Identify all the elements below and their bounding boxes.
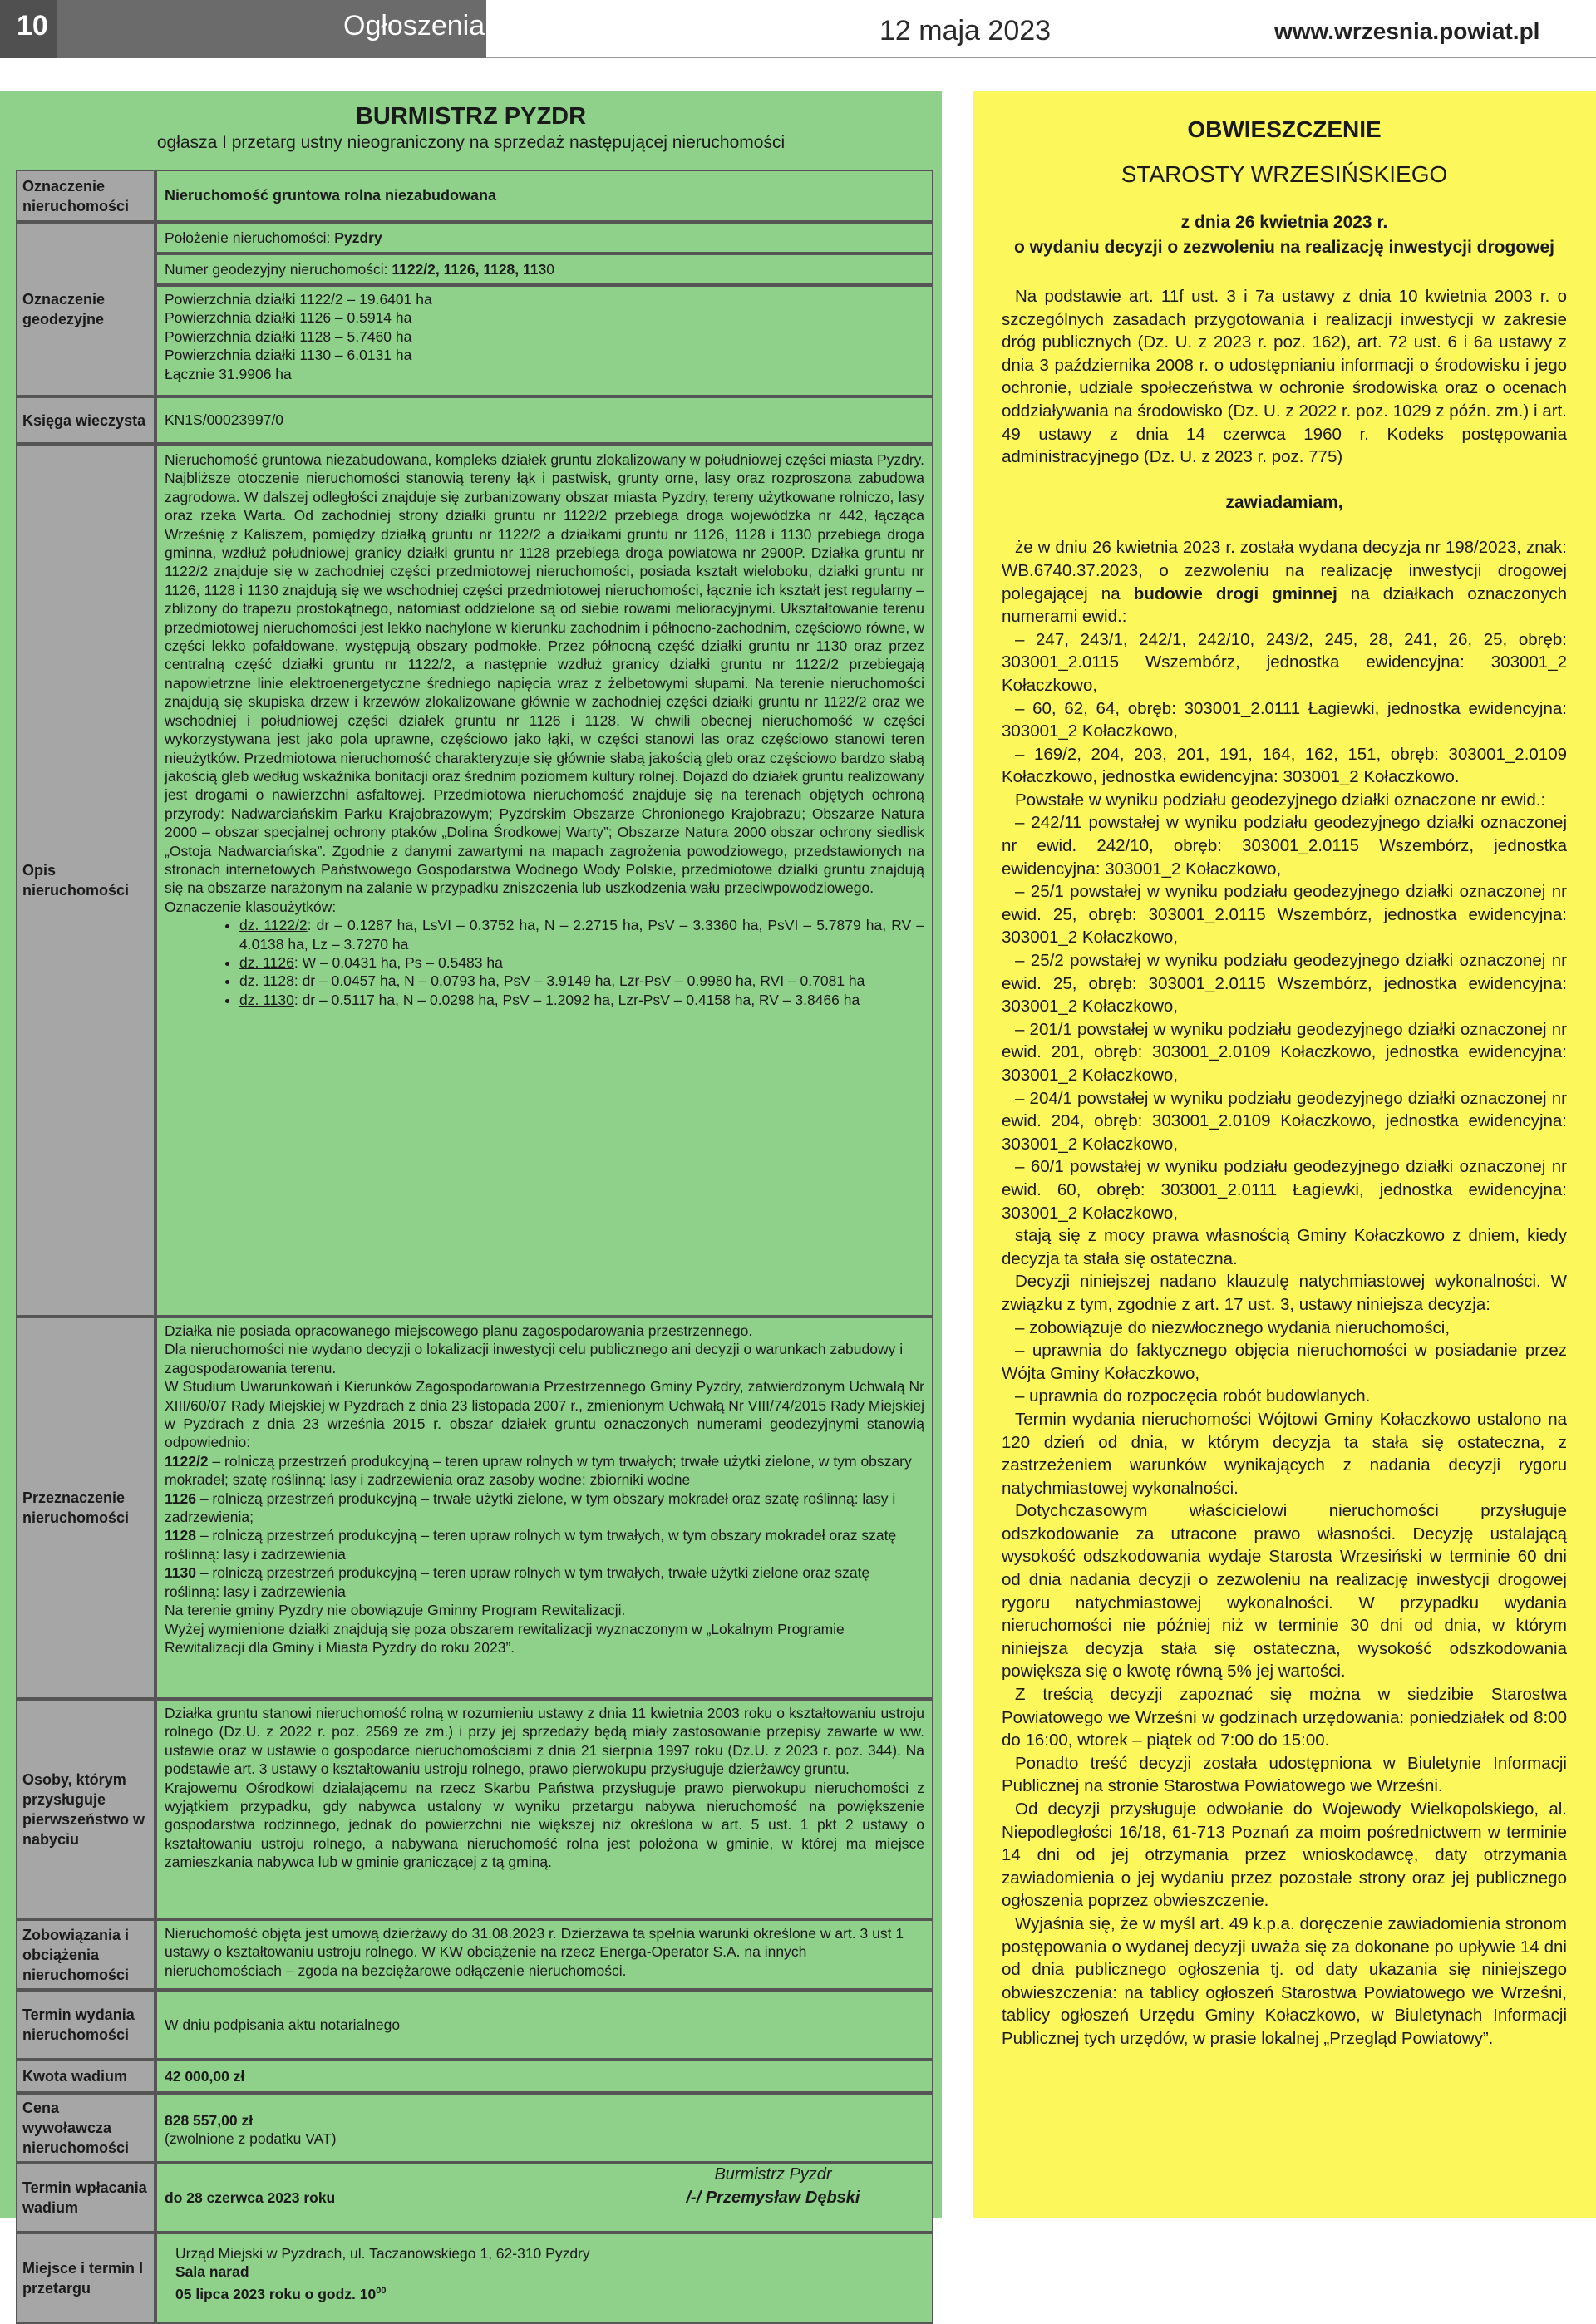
zawiadamiam: zawiadamiam: [1225, 492, 1338, 512]
klasouzytek-num: dz. 1130: [239, 991, 294, 1008]
label-osoby: Osoby, którym przysługuje pierwszeństwo w nabyciu: [16, 1699, 155, 1919]
decyzja-bold: budowie drogi gminnej: [1133, 583, 1337, 603]
powierzchnia-line: Powierzchnia działki 1130 – 6.0131 ha: [165, 347, 412, 364]
numer-prefix: Numer geodezyjny nieruchomości:: [165, 260, 388, 278]
d3-text: – rolniczą przestrzeń produkcyjną – teren upraw rolnych w tym trwałych, w tym obszary mokradeł oraz szatę roślinną: lasy i zadrzewienia: [165, 1527, 897, 1563]
announcement-line: – 60, 62, 64, obręb: 303001_2.0111 Łagiewki, jednostka ewidencyjna: 303001_2 Kołaczkowo,: [1002, 698, 1567, 741]
przeznaczenie-d1: [165, 1452, 924, 1489]
osoby-p2: Krajowemu Ośrodkowi działającemu na rzecz Skarbu Państwa przysługuje prawo pierwokupu nieruchomości z wyjątkiem przypadku, gdy nabywca ustalony w wyniku przetargu nabywa nieruchomość na powiększenie gospodarstwa rodzinnego, jednak do powierzchni nie większej niż określona w art. 5 ust. 1 pkt 2 ustawy o kształtowaniu ustroju rolnego, a nabywana nieruchomość rolna jest położona w gminie, w której ma miejsce zamieszkania nabywca lub w gminie graniczącej z tą gminą.: [165, 1779, 924, 1871]
klasouzytek-num: dz. 1128: [239, 972, 294, 990]
announcement-line: – 204/1 powstałej w wyniku podziału geodezyjnego działki oznaczonej nr ewid. 204, obręb: 303001_2.0109 Kołaczkowo, jednostka ewidencyjna: 303001_2 Kołaczkowo,: [1002, 1088, 1567, 1154]
osoby-p1: Działka gruntu stanowi nieruchomość rolną w rozumieniu ustawy z dnia 11 kwietnia 2003 roku o kształtowaniu ustroju rolnego (Dz.U. z 2022 r. poz. 2569 ze zm.) i przy jej sprzedaży będą miały zastosowanie przepisy zawarte w ww. ustawie oraz w ustawie o gospodarce nieruchomościami z dnia 21 sierpnia 1997 roku (Dz.U. z 2023 r. poz. 344). Na podstawie art. 3 ustawy o kształtowaniu ustroju rolnego, prawo pierwokupu przysługuje dzierżawcy gruntu.: [165, 1705, 924, 1778]
powierzchnia-total: Łącznie 31.9906 ha: [165, 365, 292, 382]
value-polozenie: [155, 222, 933, 254]
value-osoby: [155, 1699, 933, 1919]
decyzja-paragraph: [1002, 536, 1567, 628]
announcement-line: – uprawnia do faktycznego objęcia nieruchomości w posiadanie przez Wójta Gminy Kołaczkowo,: [1002, 1341, 1567, 1383]
powierzchnia-line: Powierzchnia działki 1122/2 – 19.6401 ha: [165, 291, 432, 308]
section-label: Ogłoszenia: [343, 10, 485, 42]
powierzchnia-line: Powierzchnia działki 1126 – 0.5914 ha: [165, 309, 412, 327]
label-miejsce: Miejsce i termin I przetargu: [16, 2233, 155, 2324]
announcement-intro: Na podstawie art. 11f ust. 3 i 7a ustawy z dnia 10 kwietnia 2003 r. o szczególnych zasadach przygotowania i realizacji inwestycji w zakresie dróg publicznych (Dz. U. z 2023 r. poz. 162), art. 72 ust. 6 i 6a ustawy z dnia 3 października 2008 r. o udostępnianiu informacji o środowisku i jego ochronie, udziale społeczeństwa w ochronie środowiska oraz o ocenach oddziaływania na środowisko (Dz. U. z 2022 r. poz. 1029 z późn. zm.) i art. 49 ustawy z dnia 14 czerwca 1960 r. Kodeks postępowania administracyjnego (Dz. U. z 2023 r. poz. 775): [1002, 287, 1567, 467]
d4-text: – rolniczą przestrzeń produkcyjną – teren upraw rolnych w tym trwałych, trwałe użytki zielone oraz szatę roślinną: lasy i zadrzewienia: [165, 1564, 870, 1600]
polozenie-value: Pyzdry: [334, 229, 382, 246]
label-termin-wplacania: Termin wpłacania wadium: [16, 2163, 155, 2233]
value-cena: [155, 2093, 933, 2163]
announcement-line: Dotychczasowym właścicielowi nieruchomości przysługuje odszkodowanie za utracone prawo własności. Decyzję ustalającą wysokość odszkodowania wydaje Starosta Wrzesiński w terminie 60 dni od dnia nadania decyzji o zezwoleniu na realizację inwestycji drogowej rygoru natychmiastowej wykonalności. W przypadku wydania nieruchomości nie później niż w terminie 30 dni od dnia, w którym niniejsza decyzja stała się ostateczna, wysokość odszkodowania powiększa się o kwotę równą 5% jej wartości.: [1002, 1501, 1567, 1681]
label-zobowiazania: Zobowiązania i obciążenia nieruchomości: [16, 1919, 155, 1990]
label-przeznaczenie: Przeznaczenie nieruchomości: [16, 1317, 155, 1699]
announcement-line: – 25/2 powstałej w wyniku podziału geodezyjnego działki oznaczonej nr ewid. 25, obręb: 303001_2.0115 Wszembórz, jednostka ewidencyjna: 303001_2 Kołaczkowo,: [1002, 951, 1567, 1017]
header-divider: [486, 57, 1596, 58]
tender-subtitle: ogłasza I przetarg ustny nieograniczony na sprzedaż następującej nieruchomości: [156, 133, 786, 152]
page-number: 10: [0, 0, 57, 58]
polozenie-prefix: Położenie nieruchomości:: [165, 229, 331, 246]
cena-note: (zwolnione z podatku VAT): [165, 2130, 337, 2148]
issue-date: 12 maja 2023: [879, 15, 1052, 47]
d1-text: – rolniczą przestrzeń produkcyjną – teren upraw rolnych w tym trwałych; trwałe użytki zielone, w tym obszary mokradeł; szatę roślinną: lasy i zadrzewienia oraz zasoby wodne: zbiorniki wodne: [165, 1452, 912, 1489]
klasouzytek-text: : W – 0.0431 ha, Ps – 0.5483 ha: [293, 953, 503, 971]
value-numer: [155, 254, 933, 285]
value-wadium: 42 000,00 zł: [155, 2060, 933, 2093]
label-oznaczenie: Oznaczenie nieruchomości: [16, 170, 155, 222]
przeznaczenie-d4: [165, 1563, 924, 1601]
value-zobowiazania: Nieruchomość objęta jest umową dzierżawy do 31.08.2023 r. Dzierżawa ta spełnia warunki określone w art. 3 ust 1 ustawy o kształtowaniu ustroju rolnego. W KW obciążenie na rzecz Energa-Operator S.A. na innych nieruchomościach – zgoda na bezciężarowe odłączenie nieruchomości.: [155, 1919, 933, 1990]
announcement-line: – 242/11 powstałej w wyniku podziału geodezyjnego działki oznaczonej nr ewid. 242/10, obręb: 303001_2.0115 Wszembórz, jednostka ewidencyjna: 303001_2 Kołaczkowo,: [1002, 813, 1567, 879]
site-url[interactable]: www.wrzesnia.powiat.pl: [1274, 18, 1540, 44]
announcement-line: Z treścią decyzji zapoznać się można w siedzibie Starostwa Powiatowego we Wrześni w godzinach urzędowania: poniedziałek od 8:00 do 16:00, wtorek – piątek od 7:00 do 15:00.: [1002, 1685, 1567, 1750]
przeznaczenie-p1: Działka nie posiada opracowanego miejscowego planu zagospodarowania przestrzennego.: [165, 1322, 753, 1339]
miejsce-line1: Urząd Miejski w Pyzdrach, ul. Taczanowskiego 1, 62-310 Pyzdry: [175, 2245, 590, 2262]
klasouzytek-item: [239, 972, 924, 990]
announcement-line: – 169/2, 204, 203, 201, 191, 164, 162, 151, obręb: 303001_2.0109 Kołaczkowo, jednostka ewidencyjna: 303001_2 Kołaczkowo.: [1002, 744, 1567, 787]
klasouzytek-item: [239, 916, 924, 953]
decyzja-part-b: na działkach oznaczonych numerami ewid.:: [1002, 583, 1567, 627]
value-powierzchnie: [155, 285, 933, 396]
klasouzytek-num: dz. 1122/2: [239, 917, 308, 934]
announcement-line: Decyzji niniejszej nadano klauzulę natychmiastowej wykonalności. W związku z tym, zgodnie z art. 17 ust. 3, ustawy niniejsza decyzja:: [1002, 1272, 1567, 1314]
announcement-topic: o wydaniu decyzji o zezwoleniu na realizację inwestycji drogowej: [1013, 238, 1554, 257]
label-ksiega: Księga wieczysta: [16, 396, 155, 444]
przeznaczenie-p4: Na terenie gminy Pyzdry nie obowiązuje Gminny Program Rewitalizacji.: [165, 1602, 626, 1619]
value-ksiega: KN1S/00023997/0: [155, 396, 933, 444]
przeznaczenie-p5: Wyżej wymienione działki znajdują się poza obszarem rewitalizacji wyznaczonym w „Lokalnym Programie Rewitalizacji dla Gminy i Miasta Pyzdry do roku 2023”.: [165, 1620, 845, 1656]
d3-num: 1128: [165, 1527, 196, 1544]
announcement-line: – 247, 243/1, 242/1, 242/10, 243/2, 245, 28, 241, 26, 25, obręb: 303001_2.0115 Wszembórz, jednostka ewidencyjna: 303001_2 Kołaczkowo,: [1002, 629, 1567, 695]
klasouzytek-text: : dr – 0.5117 ha, N – 0.0298 ha, PsV – 1.2092 ha, Lzr-PsV – 0.4158 ha, RV – 3.8466 ha: [293, 991, 860, 1008]
miejsce-date: 05 lipca 2023 roku o godz. 10: [175, 2285, 377, 2302]
label-cena: Cena wywoławcza nieruchomości: [16, 2093, 155, 2163]
klasouzytki-list: [165, 916, 924, 1009]
label-termin-wydania: Termin wydania nieruchomości: [16, 1990, 155, 2060]
przeznaczenie-p2: Dla nieruchomości nie wydano decyzji o lokalizacji inwestycji celu publicznego ani decyzji o warunkach zabudowy i zagospodarowania terenu.: [165, 1341, 904, 1376]
label-wadium: Kwota wadium: [16, 2060, 155, 2093]
d4-num: 1130: [165, 1564, 196, 1582]
value-termin-wplacania: do 28 czerwca 2023 roku: [155, 2163, 933, 2233]
opis-text: Nieruchomość gruntowa niezabudowana, kompleks działek gruntu zlokalizowany w południowej części miasta Pyzdry. Najbliższe otoczenie nieruchomości stanowią tereny łąk i pastwisk, grunty orne, lasy oraz rozproszona zabudowa zagrodowa. W dalszej odległości znajduje się zurbanizowany obszar miasta Pyzdry, tereny użytkowane rolniczo, lasy oraz rzeka Warta. Od zachodniej strony działki gruntu nr 1122/2 przebiega droga wojewódzka nr 442, łącząca Wrześnię z Kaliszem, pomiędzy działką gruntu nr 1122/2 a działkami gruntu nr 1126, 1128 i 1130 przebiega droga gminna, wzdłuż południowej granicy działki gruntu nr 1128 przebiega droga powiatowa nr 2900P. Działka gruntu nr 1122/2 znajduje się w zachodniej części przedmiotowej nieruchomości, posiada kształt wieloboku, działki gruntu nr 1126, 1128 i 1130 znajdują się we wschodniej części przedmiotowej nieruchomości, łącznie ich kształt jest regularny – zbliżony do trapezu prostokątnego, natomiast oddzielone są od siebie rowami melioracyjnymi. Ukształtowanie terenu przedmiotowej nieruchomości jest lekko nachylone w kierunku zachodnim i północno-zachodnim, częściowo równe, w części lekko pofałdowane, występują obszary podmokłe. Przez północną część działki gruntu nr 1130 oraz przez centralną część działki gruntu nr 1122/2, a następnie wzdłuż granicy działki gruntu nr 1122/2 przebiegają napowietrzne linie elektroenergetyczne średniego napięcia wraz z żelbetowymi słupami. Na terenie nieruchomości znajdują się skupiska drzew i krzewów zlokalizowane głównie w zachodniej części działki gruntu nr 1122/2 oraz we wschodniej i południowej części działek gruntu nr 1126 i 1128. W chwili obecnej nieruchomość w części wykorzystywana jest jako pola uprawne, częściowo jako łąki, w części stanowi las oraz częściowo stanowi teren nieużytków. Przedmiotowa nieruchomość charakteryzuje się głównie słabą jakością gleb oraz częściowo bardzo słabą jakością gleb według wskaźnika bonitacji oraz średnim poziomem kultury rolnej. Dojazd do działek gruntu realizowany jest drogami o nawierzchni asfaltowej. Przedmiotowa nieruchomość znajduje się na terenach objętych ochroną przyrody: Nadwarciańskim Parku Krajobrazowym; Pyzdrskim Obszarze Chronionego Krajobrazu; Obszarze Natura 2000 – obszar specjalnej ochrony ptaków „Dolina Środkowej Warty”; Obszarze Natura 2000 obszar ochrony siedlisk „Ostoja Nadwarciańska”. Zgodnie z danymi zawartymi na mapach zagrożenia powodziowego, przedstawionych na stronach internetowych Państwowego Gospodarstwa Wodnego Wody Polskie, przedmiotowe działki gruntu znajdują się na obszarze narażonym na zalanie w przypadku zniszczenia lub uszkodzenia wału przeciwpowodziowego.: [165, 451, 924, 897]
cena-value: 828 557,00 zł: [165, 2112, 254, 2129]
announcement-line: Ponadto treść decyzji została udostępniona w Biuletynie Informacji Publicznej na stronie Starostwa Powiatowego we Wrześni.: [1002, 1753, 1567, 1796]
decyzja-part-a: że w dniu 26 kwietnia 2023 r. została wydana decyzja nr 198/2023, znak: WB.6740.37.2023, o zezwoleniu na realizację inwestycji drogowej polegającej na: [1002, 538, 1567, 603]
value-przeznaczenie: [155, 1317, 933, 1699]
klasouzytki-header: Oznaczenie klasoużytków:: [165, 898, 337, 915]
announcement-line: – 201/1 powstałej w wyniku podziału geodezyjnego działki oznaczonej nr ewid. 201, obręb: 303001_2.0109 Kołaczkowo, jednostka ewidencyjna: 303001_2 Kołaczkowo,: [1002, 1019, 1567, 1085]
numer-suffix: 0: [546, 260, 554, 278]
przeznaczenie-d2: [165, 1489, 924, 1527]
klasouzytek-item: [239, 991, 924, 1009]
section-title: [57, 0, 486, 58]
d2-text: – rolniczą przestrzeń produkcyjną – trwałe użytki zielone, w tym obszary mokradeł oraz szatę roślinną: lasy i zadrzewienia;: [165, 1489, 896, 1526]
announcement-line: – uprawnia do rozpoczęcia robót budowlanych.: [1015, 1386, 1371, 1406]
numer-value: 1122/2, 1126, 1128, 113: [392, 260, 547, 278]
value-oznaczenie: Nieruchomość gruntowa rolna niezabudowana: [155, 170, 933, 222]
klasouzytek-num: dz. 1126: [239, 953, 294, 971]
miejsce-line3: [175, 2282, 932, 2303]
announcement-line: Wyjaśnia się, że w myśl art. 49 k.p.a. doręczenie zawiadomienia stronom postępowania o wydanej decyzji uważa się za dokonane po upływie 14 dni od dnia publicznego ogłoszenia tj. od daty ukazania się niniejszego obwieszczenia: na tablicy ogłoszeń Starostwa Powiatowego we Wrześni, tablicy ogłoszeń Urzędu Gminy Kołaczkowo, w Biuletynach Informacji Publicznej tych urzędów, w prasie lokalnej „Przegląd Powiatowy”.: [1002, 1913, 1567, 2048]
announcement-line: stają się z mocy prawa własnością Gminy Kołaczkowo z dniem, kiedy decyzja ta stała się ostateczna.: [1002, 1226, 1567, 1268]
przeznaczenie-p3: W Studium Uwarunkowań i Kierunków Zagospodarowania Przestrzennego Gminy Pyzdry, zatwierdzonym Uchwałą Nr XIII/60/07 Rady Miejskiej w Pyzdrach z dnia 23 listopada 2007 r., zmienionym Uchwałą Nr VIII/74/2015 Rady Miejskiej w Pyzdrach z dnia 23 września 2015 r. obszar działek gruntu oznaczonych numerami geodezyjnymi stanowią odpowiednio:: [165, 1378, 924, 1451]
zawiadamiam-line: [1002, 491, 1567, 515]
signature-role: Burmistrz Pyzdr: [714, 2165, 832, 2184]
tender-title: BURMISTRZ PYZDR: [355, 103, 587, 130]
value-miejsce: [155, 2233, 933, 2324]
announcement-line: – 60/1 powstałej w wyniku podziału geodezyjnego działki oznaczonej nr ewid. 60, obręb: 303001_2.0111 Łagiewki, jednostka ewidencyjna: 303001_2 Kołaczkowo,: [1002, 1157, 1567, 1223]
announcement-line: – zobowiązuje do niezwłocznego wydania nieruchomości,: [1015, 1317, 1451, 1337]
miejsce-minutes: 00: [376, 2285, 387, 2296]
announcement-body: [1002, 285, 1567, 2051]
klasouzytek-text: : dr – 0.1287 ha, LsVI – 0.3752 ha, N – 2.2715 ha, PsV – 3.3360 ha, PsVI – 5.7879 ha, RV – 4.0138 ha, Lz – 3.7270 ha: [239, 917, 925, 953]
value-opis: [155, 444, 933, 1317]
zawiadamiam-comma: ,: [1337, 492, 1343, 512]
value-termin-wydania: W dniu podpisania aktu notarialnego: [155, 1990, 933, 2060]
announcement-date: z dnia 26 kwietnia 2023 r.: [1180, 213, 1388, 232]
d1-num: 1122/2: [165, 1452, 209, 1470]
powierzchnia-line: Powierzchnia działki 1128 – 5.7460 ha: [165, 327, 412, 345]
klasouzytek-item: [239, 953, 924, 972]
announcement-line: Od decyzji przysługuje odwołanie do Wojewody Wielkopolskiego, al. Niepodległości 16/18, 61-713 Poznań za moim pośrednictwem w terminie 14 dni od jej otrzymania przez wnioskodawcę, daty otrzymania zawiadomienia o jej wydaniu przez pozostałe strony oraz jej publicznego ogłoszenia poprzez obwieszczenie.: [1002, 1800, 1567, 1911]
announcement-line: Powstałe w wyniku podziału geodezyjnego działki oznaczone nr ewid.:: [1015, 790, 1546, 810]
przeznaczenie-d3: [165, 1526, 924, 1563]
klasouzytek-text: : dr – 0.0457 ha, N – 0.0793 ha, PsV – 3.9149 ha, Lzr-PsV – 0.9980 ha, RVI – 0.7081 ha: [293, 972, 865, 990]
announcement-title: OBWIESZCZENIE: [1187, 116, 1382, 142]
d2-num: 1126: [165, 1489, 196, 1507]
announcement-subtitle: STAROSTY WRZESIŃSKIEGO: [1121, 161, 1448, 187]
label-geodezyjne: Oznaczenie geodezyjne: [16, 222, 155, 396]
label-opis: Opis nieruchomości: [16, 444, 155, 1317]
announcement-line: – 25/1 powstałej w wyniku podziału geodezyjnego działki oznaczonej nr ewid. 25, obręb: 303001_2.0115 Wszembórz, jednostka ewidencyjna: 303001_2 Kołaczkowo,: [1002, 882, 1567, 948]
signature-name: /-/ Przemysław Dębski: [686, 2189, 860, 2207]
announcement-line: Termin wydania nieruchomości Wójtowi Gminy Kołaczkowo ustalono na 120 dzień od dnia, w którym decyzja ta stała się ostateczna, z zastrzeżeniem warunków wynikających z nadania decyzji rygoru natychmiastowej wykonalności.: [1002, 1409, 1567, 1498]
miejsce-line2: Sala narad: [175, 2263, 249, 2281]
